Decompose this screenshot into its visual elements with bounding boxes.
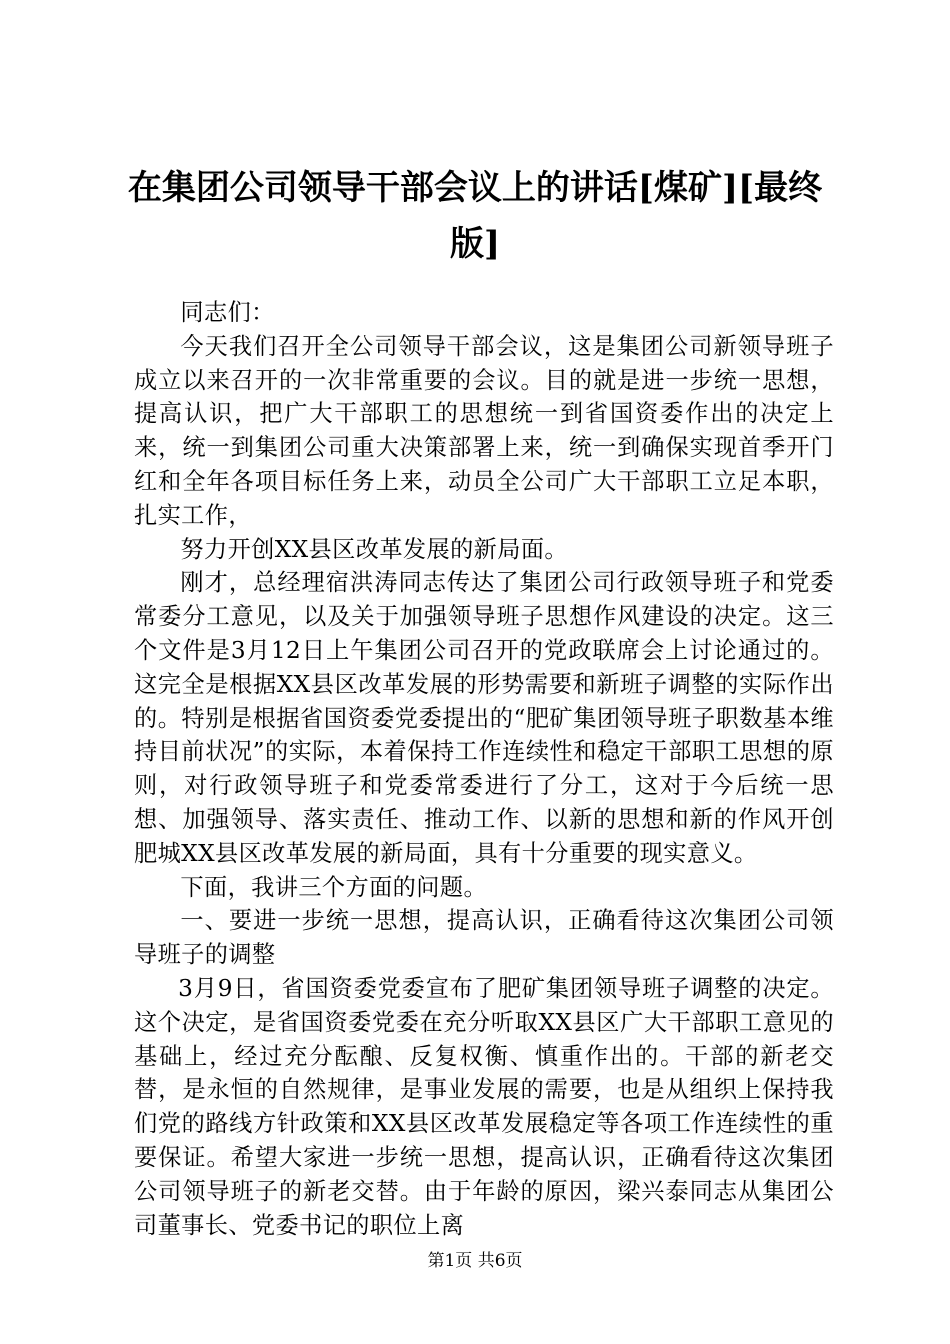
page-footer: 第1页 共6页: [427, 1251, 523, 1271]
paragraph-outline: 下面，我讲三个方面的问题。: [180, 873, 488, 901]
paragraph-intro: 今天我们召开全公司领导干部会议，这是集团公司新领导班子成立以来召开的一次非常重要的会议。目的就是进一步统一思想，提高认识，把广大干部职工的思想统一到省国资委作出的决定上来，统一到集团公司重大决策部署上来，统一到确保实现首季开门红和全年各项目标任务上来，动员全公司广大干部职工立足本职，扎实工作，: [134, 332, 834, 529]
paragraph-background: 刚才，总经理宿洪涛同志传达了集团公司行政领导班子和党委常委分工意见，以及关于加强领导班子思想作风建设的决定。这三个文件是3月12日上午集团公司召开的党政联席会上讨论通过的。这完全是根据XX县区改革发展的形势需要和新班子调整的实际作出的。特别是根据省国资委党委提出的“肥矿集团领导班子职数基本维持目前状况”的实际，本着保持工作连续性和稳定干部职工思想的原则，对行政领导班子和党委常委进行了分工，这对于今后统一思想、加强领导、落实责任、推动工作、以新的思想和新的作风开创肥城XX县区改革发展的新局面，具有十分重要的现实意义。: [134, 569, 834, 867]
paragraph-section-1: 3月9日，省国资委党委宣布了肥矿集团领导班子调整的决定。这个决定，是省国资委党委在充分听取XX县区广大干部职工意见的基础上，经过充分酝酿、反复权衡、慎重作出的。干部的新老交替，是永恒的自然规律，是事业发展的需要，也是从组织上保持我们党的路线方针政策和XX县区改革发展稳定等各项工作连续性的重要保证。希望大家进一步统一思想，提高认识，正确看待这次集团公司领导班子的新老交替。由于年龄的原因，梁兴泰同志从集团公司董事长、党委书记的职位上离: [134, 974, 834, 1239]
paragraph-goal: 努力开创XX县区改革发展的新局面。: [180, 535, 569, 563]
document-title: 在集团公司领导干部会议上的讲话[煤矿][最终版]: [127, 168, 823, 264]
section-heading-1: 一、要进一步统一思想，提高认识，正确看待这次集团公司领导班子的调整: [134, 907, 834, 969]
salutation: 同志们：: [180, 299, 275, 326]
document-body: [134, 296, 834, 1242]
